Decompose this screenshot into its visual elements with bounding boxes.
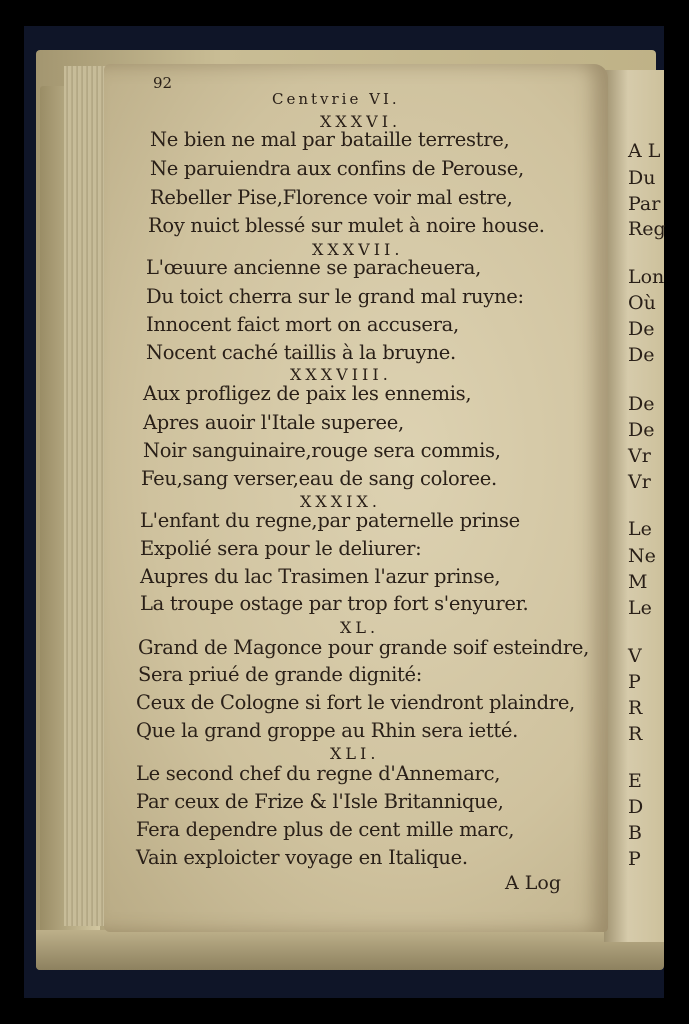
facing-page-line: V bbox=[628, 645, 642, 667]
verse-line: Grand de Magonce pour grande soif esteindre, bbox=[138, 636, 589, 659]
verse-line: Que la grand groppe au Rhin sera ietté. bbox=[136, 719, 519, 742]
verse-line: La troupe ostage par trop fort s'enyurer. bbox=[140, 592, 529, 615]
facing-page-line: R bbox=[628, 723, 643, 745]
facing-page-line: Le bbox=[628, 518, 652, 540]
facing-page-line: Vr bbox=[628, 471, 651, 493]
page-number: 92 bbox=[153, 74, 173, 92]
quatrain-numeral: XXXVI. bbox=[320, 112, 402, 131]
verse-line: Aux profligez de paix les ennemis, bbox=[143, 382, 472, 405]
verse-line: Ne paruiendra aux confins de Perouse, bbox=[150, 157, 524, 180]
facing-page-line: Reg bbox=[628, 218, 666, 240]
verse-line: Apres auoir l'Itale superee, bbox=[143, 411, 404, 434]
facing-page-line: Lon bbox=[628, 266, 665, 288]
facing-page-line: Le bbox=[628, 597, 652, 619]
facing-page-line: E bbox=[628, 770, 642, 792]
verse-line: Expolié sera pour le deliurer: bbox=[140, 537, 422, 560]
facing-page-line: Où bbox=[628, 292, 656, 314]
facing-page-line: De bbox=[628, 318, 655, 340]
verse-line: Fera dependre plus de cent mille marc, bbox=[136, 818, 515, 841]
verse-line: Vain exploicter voyage en Italique. bbox=[136, 846, 468, 869]
verse-line: Du toict cherra sur le grand mal ruyne: bbox=[146, 285, 524, 308]
facing-page-line: P bbox=[628, 848, 641, 870]
facing-page-line: M bbox=[628, 571, 648, 593]
quatrain-numeral: XLI. bbox=[330, 744, 380, 763]
verse-line: Le second chef du regne d'Annemarc, bbox=[136, 762, 501, 785]
verse-line: Par ceux de Frize & l'Isle Britannique, bbox=[136, 790, 504, 813]
running-head: Centvrie VI. bbox=[272, 90, 400, 108]
facing-page-line: R bbox=[628, 697, 643, 719]
verse-line: Innocent faict mort on accusera, bbox=[146, 313, 459, 336]
book-bottom-edge bbox=[36, 930, 664, 970]
facing-page-line: De bbox=[628, 393, 655, 415]
catchword: A Log bbox=[505, 872, 561, 894]
verse-line: Feu,sang verser,eau de sang coloree. bbox=[141, 467, 497, 490]
quatrain-numeral: XXXVII. bbox=[312, 240, 404, 259]
facing-page-line: P bbox=[628, 671, 641, 693]
facing-page-line: Par bbox=[628, 193, 661, 215]
facing-page-line: De bbox=[628, 344, 655, 366]
facing-page-line: De bbox=[628, 419, 655, 441]
quatrain-numeral: XXXVIII. bbox=[290, 365, 392, 384]
facing-page-line: A L bbox=[628, 140, 661, 162]
quatrain-numeral: XL. bbox=[340, 618, 380, 637]
facing-page-line: Du bbox=[628, 167, 656, 189]
verse-line: L'œuure ancienne se paracheuera, bbox=[146, 256, 481, 279]
verse-line: Sera priué de grande dignité: bbox=[138, 663, 423, 686]
verse-line: Aupres du lac Trasimen l'azur prinse, bbox=[140, 565, 501, 588]
facing-page-line: B bbox=[628, 822, 642, 844]
verse-line: L'enfant du regne,par paternelle prinse bbox=[140, 509, 520, 532]
facing-page-line: Vr bbox=[628, 445, 651, 467]
verse-line: Nocent caché taillis à la bruyne. bbox=[146, 341, 456, 364]
verse-line: Noir sanguinaire,rouge sera commis, bbox=[143, 439, 501, 462]
verse-line: Ceux de Cologne si fort le viendront plaindre, bbox=[136, 691, 575, 714]
verse-line: Rebeller Pise,Florence voir mal estre, bbox=[150, 186, 513, 209]
facing-page-line: Ne bbox=[628, 545, 656, 567]
facing-page-line: D bbox=[628, 796, 644, 818]
quatrain-numeral: XXXIX. bbox=[300, 492, 381, 511]
verse-line: Ne bien ne mal par bataille terrestre, bbox=[150, 128, 510, 151]
verse-line: Roy nuict blessé sur mulet à noire house. bbox=[148, 214, 545, 237]
